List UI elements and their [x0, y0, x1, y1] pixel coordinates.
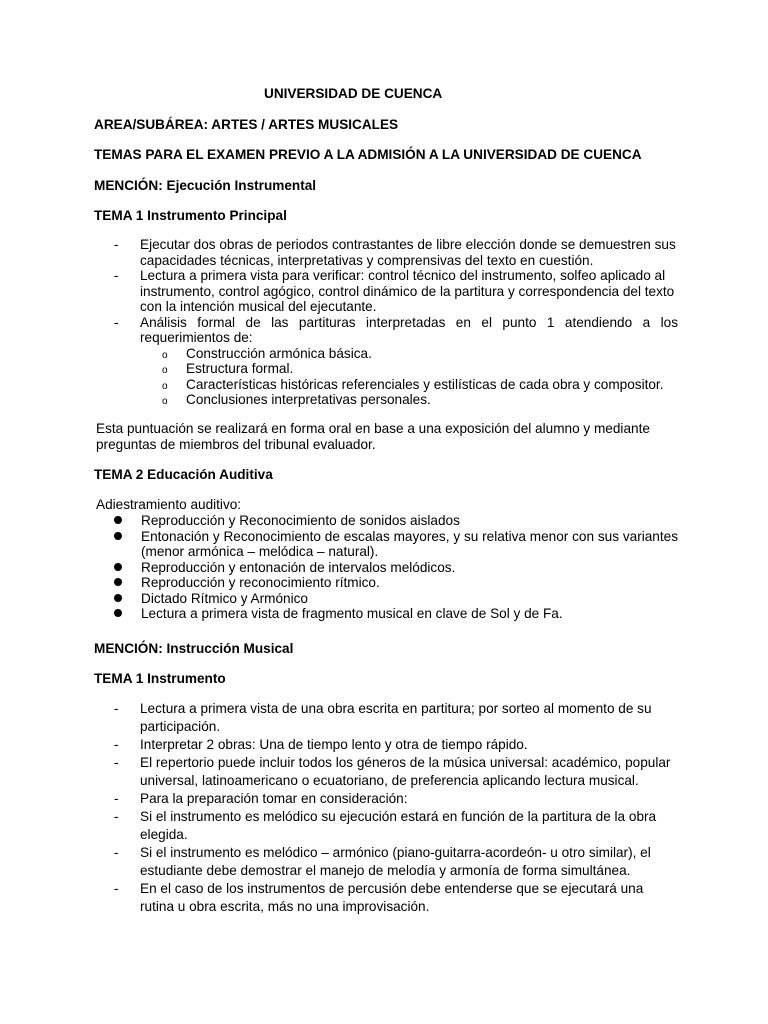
- bullet-dot-icon: [114, 563, 122, 571]
- list-item: [112, 529, 678, 560]
- list-item: [112, 237, 678, 268]
- list-item-text: El repertorio puede incluir todos los géneros de la música universal: académico, popular universal, latinoamericano o ecuatoriano, de preferencia aplicando lectura musical.: [140, 755, 671, 788]
- sublist-item-text: Construcción armónica básica.: [186, 345, 372, 361]
- list-item-text: Entonación y Reconocimiento de escalas mayores, y su relativa menor con sus variantes (menor armónica – melódica – natural).: [141, 528, 678, 559]
- sublist-item: [140, 361, 678, 377]
- instruccion-dash-list: [112, 700, 678, 916]
- sublist-item-text: Estructura formal.: [186, 361, 294, 376]
- bullet-dot-icon: [114, 594, 122, 602]
- list-item: [112, 591, 678, 607]
- dash-bullet: -: [114, 791, 119, 806]
- sublist-item: [140, 377, 678, 393]
- tema1-instrumento-heading: TEMA 1 Instrumento: [94, 671, 226, 686]
- circle-bullet-icon: o: [162, 349, 168, 361]
- list-item: [112, 790, 678, 808]
- university-title: UNIVERSIDAD DE CUENCA: [264, 86, 443, 101]
- list-item-text: Lectura a primera vista de una obra escrita en partitura; por sorteo al momento de su participación.: [140, 701, 652, 734]
- list-item: [112, 808, 678, 844]
- tema2-bullet-list: [112, 513, 678, 622]
- list-item-text: Dictado Rítmico y Armónico: [141, 590, 308, 606]
- dash-bullet: -: [114, 268, 119, 283]
- list-item: [112, 268, 678, 315]
- sublist-item-text: Conclusiones interpretativas personales.: [186, 392, 431, 407]
- evaluation-note: Esta puntuación se realizará en forma oral en base a una exposición del alumno y mediante preguntas de miembros del tribunal evaluador.: [96, 421, 650, 452]
- list-item: [112, 560, 678, 576]
- circle-bullet-icon: o: [162, 380, 168, 392]
- list-item: [112, 606, 678, 622]
- list-item-text: Reproducción y reconocimiento rítmico.: [141, 575, 380, 590]
- list-item: [112, 700, 678, 736]
- list-item: [112, 513, 678, 529]
- bullet-dot-icon: [114, 532, 122, 540]
- circle-bullet-icon: o: [162, 396, 168, 407]
- list-item-text: Reproducción y Reconocimiento de sonidos aislados: [141, 513, 460, 528]
- dash-bullet: -: [114, 755, 119, 770]
- requirements-sublist: [140, 346, 678, 408]
- sublist-item-text: Características históricas referenciales y estilísticas de cada obra y compositor.: [186, 376, 664, 392]
- list-item-text: Si el instrumento es melódico – armónico (piano-guitarra-acordeón- u otro similar), el estudiante debe demostrar el manejo de melodía y armonía de forma simultánea.: [140, 845, 651, 878]
- temas-heading: TEMAS PARA EL EXAMEN PREVIO A LA ADMISIÓN A LA UNIVERSIDAD DE CUENCA: [94, 147, 642, 162]
- list-item: [112, 844, 678, 880]
- tema2-intro: Adiestramiento auditivo:: [96, 497, 242, 512]
- list-item: [112, 736, 678, 754]
- list-item-text: Lectura a primera vista de fragmento musical en clave de Sol y de Fa.: [141, 606, 563, 621]
- circle-bullet-icon: o: [162, 365, 168, 376]
- dash-bullet: -: [114, 237, 119, 252]
- list-item-text: Reproducción y entonación de intervalos melódicos.: [141, 559, 456, 575]
- list-item-text: En el caso de los instrumentos de percusión debe entenderse que se ejecutará una rutina u obra escrita, más no una improvisación.: [140, 881, 644, 914]
- list-item-text: Si el instrumento es melódico su ejecución estará en función de la partitura de la obra elegida.: [140, 809, 657, 842]
- dash-bullet: -: [114, 845, 119, 860]
- tema1-instrumento-principal-heading: TEMA 1 Instrumento Principal: [94, 208, 287, 223]
- bullet-dot-icon: [114, 516, 122, 524]
- list-item-text: Para la preparación tomar en consideración:: [140, 791, 408, 806]
- dash-bullet: -: [114, 737, 119, 752]
- sublist-item: [140, 392, 678, 408]
- dash-bullet: -: [114, 314, 119, 330]
- mencion-instruccion-heading: MENCIÓN: Instrucción Musical: [94, 641, 294, 656]
- list-item-text: Lectura a primera vista para verificar: control técnico del instrumento, solfeo aplicado al instrumento, control agógico, control dinámico de la partitura y correspondencia del texto con la intención musical del ejecutante.: [140, 268, 675, 314]
- list-item: [112, 754, 678, 790]
- sublist-item: [140, 346, 678, 362]
- dash-bullet: -: [114, 809, 119, 824]
- list-item: [112, 315, 678, 408]
- tema1-dash-list: [112, 237, 678, 408]
- list-item-text: Ejecutar dos obras de periodos contrastantes de libre elección donde se demuestren sus capacidades técnicas, interpretativas y comprensivas del texto en cuestión.: [140, 237, 676, 268]
- mencion-ejecucion-heading: MENCIÓN: Ejecución Instrumental: [94, 178, 317, 193]
- list-item-text: Análisis formal de las partituras interpretadas en el punto 1 atendiendo a los requerimientos de:: [140, 314, 678, 345]
- dash-bullet: -: [114, 881, 119, 896]
- dash-bullet: -: [114, 701, 119, 716]
- bullet-dot-icon: [114, 609, 122, 617]
- tema2-educacion-auditiva-heading: TEMA 2 Educación Auditiva: [94, 467, 273, 482]
- list-item: [112, 880, 678, 916]
- list-item-text: Interpretar 2 obras: Una de tiempo lento y otra de tiempo rápido.: [140, 737, 528, 752]
- list-item: [112, 575, 678, 591]
- area-heading: AREA/SUBÁREA: ARTES / ARTES MUSICALES: [94, 117, 399, 132]
- bullet-dot-icon: [114, 578, 122, 586]
